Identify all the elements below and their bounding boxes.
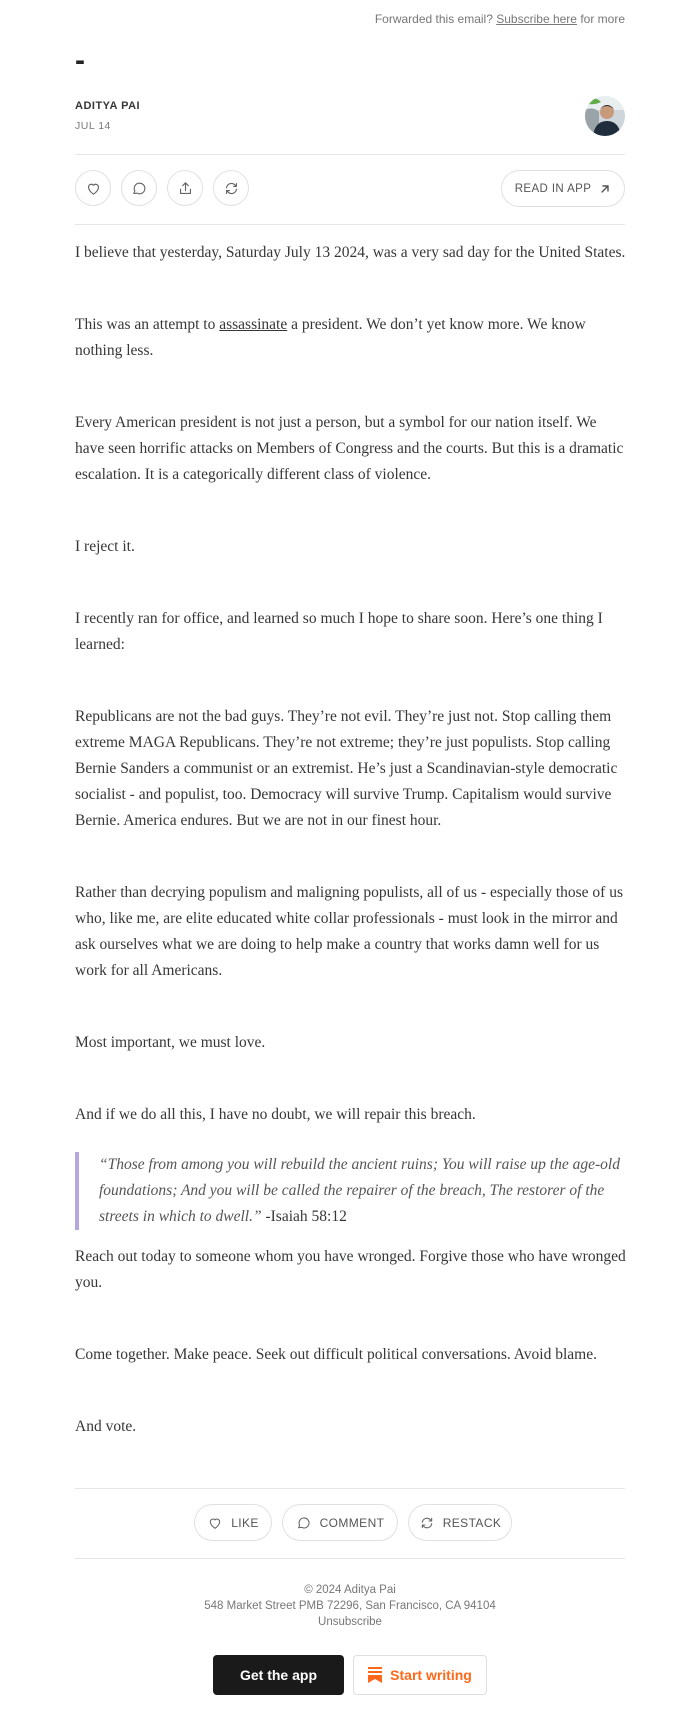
comment-icon [131, 180, 148, 197]
avatar-image [585, 96, 625, 136]
copyright-text: © 2024 Aditya Pai [304, 1584, 396, 1596]
paragraph-text: This was an attempt to [75, 316, 220, 333]
post-date: JUL 14 [75, 120, 111, 132]
paragraph: Reach out today to someone whom you have wronged. Forgive those who have wronged you. [75, 1248, 626, 1291]
paragraph: Come together. Make peace. Seek out difficult political conversations. Avoid blame. [75, 1346, 597, 1363]
comment-icon [296, 1515, 312, 1531]
paragraph-text: a president. We don’t yet know more. We know nothing less. [75, 316, 586, 359]
divider [75, 1488, 625, 1489]
restack-pill-button[interactable] [408, 1504, 512, 1541]
post-title: - [75, 44, 85, 77]
start-writing-label: Start writing [390, 1667, 472, 1683]
avatar[interactable] [585, 96, 625, 136]
share-icon [177, 180, 194, 197]
divider [75, 224, 625, 225]
byline [75, 100, 140, 132]
paragraph: Every American president is not just a person, but a symbol for our nation itself. We have seen horrific attacks on Members of Congress and the courts. But this is a dramatic escalation. It is a categorically different class of violence. [75, 414, 624, 483]
start-writing-button[interactable] [353, 1655, 487, 1695]
restack-icon [223, 180, 240, 197]
author-name[interactable]: ADITYA PAI [75, 100, 141, 112]
read-in-app-label: READ IN APP [514, 182, 592, 195]
restack-button[interactable] [213, 170, 249, 206]
like-pill-button[interactable] [194, 1504, 272, 1541]
substack-logo-icon [368, 1667, 382, 1683]
quote-source: -Isaiah 58:12 [261, 1208, 347, 1225]
divider [75, 154, 625, 155]
arrow-up-right-icon [599, 183, 611, 195]
divider [75, 1558, 625, 1559]
paragraph: Republicans are not the bad guys. They’re not evil. They’re just not. Stop calling them extreme MAGA Republicans. They’re not extreme; they’re just populists. Stop calling Bernie Sanders a communist or an extremist. He’s just a Scandinavian-style democratic socialist - and populist, too. Democracy will survive Trump. Capitalism would survive Bernie. America endures. But we are not in our finest hour. [75, 708, 618, 829]
footer [75, 1582, 625, 1630]
paragraph: I reject it. [75, 538, 135, 555]
read-in-app-button[interactable] [501, 170, 625, 207]
paragraph: I recently ran for office, and learned so much I hope to share soon. Here’s one thing I learned: [75, 610, 603, 653]
restack-label: RESTACK [442, 1515, 502, 1530]
comment-label: COMMENT [319, 1515, 385, 1530]
paragraph: I believe that yesterday, Saturday July 13 2024, was a very sad day for the United States. [75, 244, 626, 261]
quote-text: “Those from among you will rebuild the ancient ruins; You will raise up the age-old foundations; And you will be called the repairer of the breach, The restorer of the streets in which to dwell.” [99, 1156, 620, 1225]
assassinate-link[interactable]: assassinate [219, 316, 288, 333]
post-body [75, 240, 627, 1486]
forwarded-line [375, 12, 625, 26]
forwarded-text: Forwarded this email? [374, 12, 493, 26]
address-text: 548 Market Street PMB 72296, San Francisco, CA 94104 [204, 1600, 496, 1612]
paragraph: And vote. [75, 1418, 137, 1435]
share-button[interactable] [167, 170, 203, 206]
paragraph [75, 312, 627, 364]
like-label: LIKE [231, 1515, 259, 1530]
comment-button[interactable] [121, 170, 157, 206]
paragraph: Most important, we must love. [75, 1034, 266, 1051]
heart-icon [207, 1515, 223, 1531]
restack-icon [419, 1515, 435, 1531]
paragraph: And if we do all this, I have no doubt, we will repair this breach. [75, 1106, 476, 1123]
for-more-text: for more [580, 12, 625, 26]
paragraph: Rather than decrying populism and maligning populists, all of us - especially those of us who, like me, are elite educated white collar professionals - must look in the mirror and ask ourselves what we are doing to help make a country that works damn well for us work for all Americans. [75, 884, 624, 979]
blockquote [75, 1152, 627, 1230]
get-the-app-button[interactable] [213, 1655, 344, 1695]
comment-pill-button[interactable] [282, 1504, 398, 1541]
heart-icon [85, 180, 102, 197]
like-button[interactable] [75, 170, 111, 206]
get-the-app-label: Get the app [239, 1667, 317, 1683]
unsubscribe-link[interactable]: Unsubscribe [318, 1616, 382, 1628]
subscribe-link[interactable]: Subscribe here [496, 12, 577, 26]
